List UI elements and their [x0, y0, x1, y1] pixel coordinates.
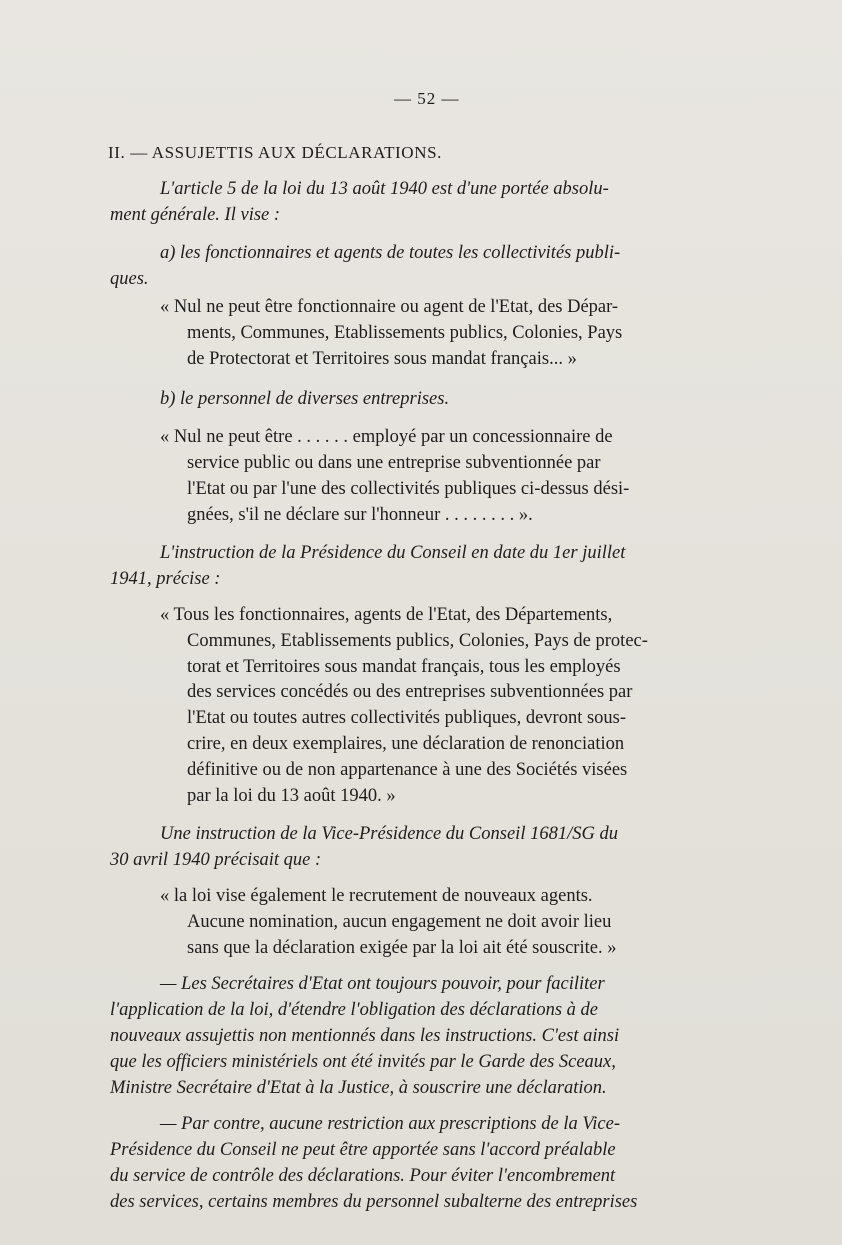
text-line: l'application de la loi, d'étendre l'obligation des déclarations à de: [110, 1000, 599, 1020]
text-line: des services, certains membres du personnel subalterne des entreprises: [110, 1192, 638, 1212]
text-line: l'Etat ou toutes autres collectivités publiques, devront sous-: [187, 708, 627, 728]
text-line: de Protectorat et Territoires sous mandat français... »: [187, 349, 577, 369]
text-line: L'article 5 de la loi du 13 août 1940 est d'une portée absolu-: [160, 179, 609, 199]
text-line: Présidence du Conseil ne peut être apportée sans l'accord préalable: [110, 1140, 616, 1160]
text-line: Communes, Etablissements publics, Colonies, Pays de protec-: [187, 631, 648, 651]
text-line: Ministre Secrétaire d'Etat à la Justice, à souscrire une déclaration.: [110, 1078, 607, 1098]
text-line: gnées, s'il ne déclare sur l'honneur . . . . . . . . ».: [187, 505, 533, 525]
text-line: — Par contre, aucune restriction aux prescriptions de la Vice-: [160, 1114, 621, 1134]
text-line: ques.: [110, 269, 149, 289]
text-line: « Tous les fonctionnaires, agents de l'Etat, des Départements,: [160, 605, 613, 625]
text-line: b) le personnel de diverses entreprises.: [160, 389, 450, 409]
text-line: ments, Communes, Etablissements publics, Colonies, Pays: [187, 323, 623, 343]
section-heading: II. — ASSUJETTIS AUX DÉCLARATIONS.: [108, 143, 442, 162]
text-line: par la loi du 13 août 1940. »: [187, 786, 396, 806]
text-line: service public ou dans une entreprise subventionnée par: [187, 453, 601, 473]
text-line: Aucune nomination, aucun engagement ne doit avoir lieu: [187, 912, 612, 932]
text-line: ment générale. Il vise :: [110, 205, 281, 225]
text-line: que les officiers ministériels ont été invités par le Garde des Sceaux,: [110, 1052, 616, 1072]
text-line: du service de contrôle des déclarations. Pour éviter l'encombrement: [110, 1166, 616, 1186]
text-line: définitive ou de non appartenance à une des Sociétés visées: [187, 760, 628, 780]
text-line: 1941, précise :: [110, 569, 221, 589]
text-line: torat et Territoires sous mandat français, tous les employés: [187, 657, 621, 677]
page-number: — 52 —: [394, 89, 460, 108]
text-line: — Les Secrétaires d'Etat ont toujours pouvoir, pour faciliter: [160, 974, 605, 994]
text-line: « Nul ne peut être fonctionnaire ou agent de l'Etat, des Dépar-: [160, 297, 619, 317]
text-line: Une instruction de la Vice-Présidence du Conseil 1681/SG du: [160, 824, 618, 844]
text-line: « Nul ne peut être . . . . . . employé par un concessionnaire de: [160, 427, 613, 447]
text-line: nouveaux assujettis non mentionnés dans les instructions. C'est ainsi: [110, 1026, 620, 1046]
text-line: « la loi vise également le recrutement de nouveaux agents.: [160, 886, 593, 906]
text-line: crire, en deux exemplaires, une déclaration de renonciation: [187, 734, 625, 754]
text-line: 30 avril 1940 précisait que :: [110, 850, 322, 870]
text-line: L'instruction de la Présidence du Conseil en date du 1er juillet: [160, 543, 626, 563]
text-line: sans que la déclaration exigée par la loi ait été souscrite. »: [187, 938, 617, 958]
text-line: des services concédés ou des entreprises subventionnées par: [187, 682, 633, 702]
text-line: l'Etat ou par l'une des collectivités publiques ci-dessus dési-: [187, 479, 630, 499]
text-line: a) les fonctionnaires et agents de toutes les collectivités publi-: [160, 243, 621, 263]
